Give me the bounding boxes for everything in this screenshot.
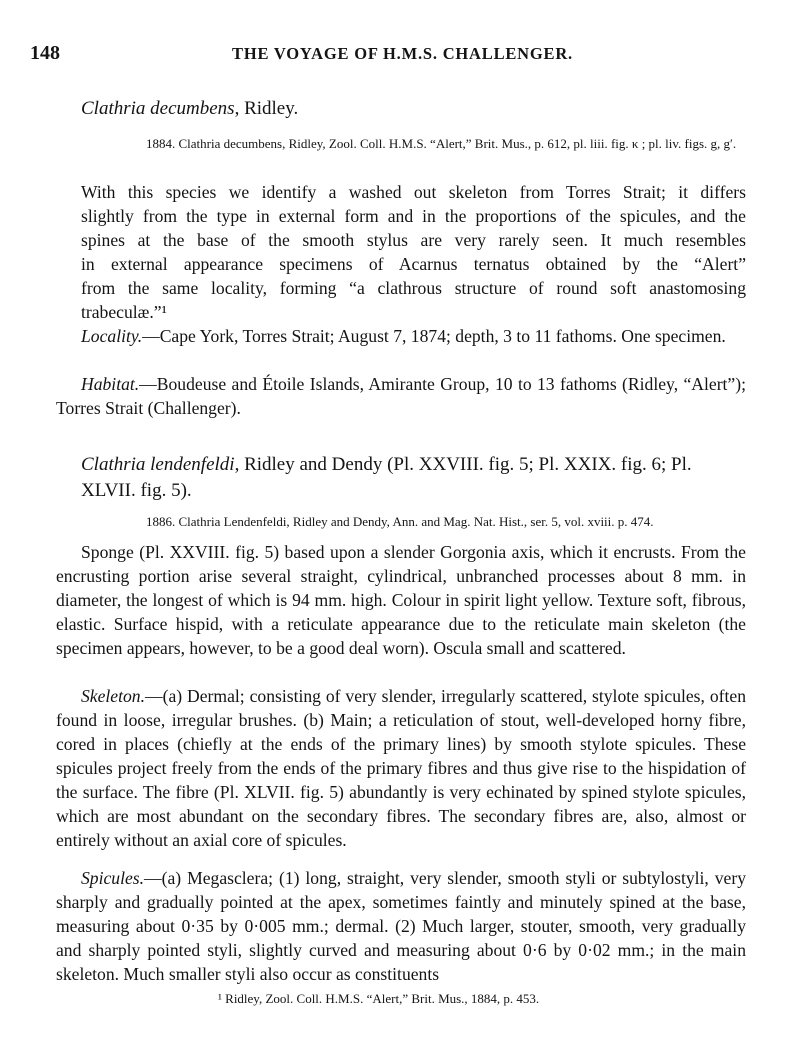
genus: Clathria bbox=[81, 454, 146, 475]
habitat-text: —Boudeuse and Étoile Islands, Amirante Group, 10 to 13 fathoms (Ridley, “Alert”); Torres Strait (Challenger). bbox=[56, 374, 746, 418]
locality-text: —Cape York, Torres Strait; August 7, 1874; depth, 3 to 11 fathoms. One specimen. bbox=[142, 326, 726, 346]
locality-paragraph bbox=[56, 324, 746, 348]
bibliographic-reference: 1886. Clathria Lendenfeldi, Ridley and Dendy, Ann. and Mag. Nat. Hist., ser. 5, vol. xviii. p. 474. bbox=[146, 514, 654, 529]
text-line: With this species we identify a washed out skeleton from Torres Strait; it differs bbox=[81, 182, 746, 202]
running-header bbox=[30, 42, 775, 66]
habitat-label: Habitat. bbox=[81, 374, 140, 394]
page-number: 148 bbox=[30, 42, 60, 64]
text-line: in external appearance specimens of Acarnus ternatus obtained by the “Alert” bbox=[81, 254, 746, 274]
running-title: THE VOYAGE OF H.M.S. CHALLENGER. bbox=[232, 44, 573, 63]
text-line: spines at the base of the smooth stylus are very rarely seen. It much resembles bbox=[81, 230, 746, 250]
spicules-label: Spicules. bbox=[81, 868, 145, 888]
text-line: trabeculæ.”¹ bbox=[81, 302, 167, 322]
species-epithet: lendenfeldi bbox=[150, 454, 235, 475]
species-heading-decumbens: Clathria decumbens, Ridley. bbox=[81, 98, 299, 119]
skeleton-label: Skeleton. bbox=[81, 686, 145, 706]
spicules-paragraph bbox=[56, 866, 746, 986]
genus: Clathria bbox=[81, 98, 146, 119]
spicules-text: —(a) Megasclera; (1) long, straight, very slender, smooth styli or subtylostyli, very sharply and gradually pointed at the apex, sometimes faintly and minutely spined at the base, measuring about 0·35 by 0·005 mm.; dermal. (2) Much larger, stouter, smooth, very gradually and sharply pointed styli, slightly curved and measuring about 0·6 by 0·02 mm.; in the main skeleton. Much smaller styli also occur as constituents bbox=[56, 868, 746, 984]
locality-label: Locality. bbox=[81, 326, 143, 346]
species-epithet: decumbens bbox=[150, 98, 235, 119]
description-paragraph: Sponge (Pl. XXVIII. fig. 5) based upon a slender Gorgonia axis, which it encrusts. From the encrusting portion arise several straight, cylindrical, unbranched processes about 8 mm. in diameter, the longest of which is 94 mm. high. Colour in spirit light yellow. Texture soft, fibrous, elastic. Surface hispid, with a reticulate appearance due to the reticulate main skeleton (the specimen appears, however, to be a good deal worn). Oscula small and scattered. bbox=[56, 542, 746, 658]
text-line: slightly from the type in external form and in the proportions of the spicules, and the bbox=[81, 206, 746, 226]
skeleton-paragraph bbox=[56, 684, 746, 852]
habitat-paragraph bbox=[56, 372, 746, 420]
species-author: Ridley and Dendy (Pl. XXVIII. fig. 5; Pl. XXIX. fig. 6; Pl. XLVII. fig. 5). bbox=[81, 454, 692, 501]
species-heading-lendenfeldi: Clathria lendenfeldi, Ridley and Dendy (Pl. XXVIII. fig. 5; Pl. XXIX. fig. 6; Pl. XLVII. fig. 5). bbox=[81, 454, 692, 501]
description-paragraph bbox=[81, 180, 746, 324]
bibliographic-reference: 1884. Clathria decumbens, Ridley, Zool. Coll. H.M.S. “Alert,” Brit. Mus., p. 612, pl. liii. fig. κ ; pl. liv. figs. g, g′. bbox=[146, 136, 737, 151]
text-line: from the same locality, forming “a clathrous structure of round soft anastomosing bbox=[81, 278, 746, 298]
species-author: Ridley. bbox=[244, 98, 299, 119]
footnote: ¹ Ridley, Zool. Coll. H.M.S. “Alert,” Brit. Mus., 1884, p. 453. bbox=[218, 991, 540, 1006]
skeleton-text: —(a) Dermal; consisting of very slender, irregularly scattered, stylote spicules, often found in loose, irregular brushes. (b) Main; a reticulation of stout, well-developed horny fibre, cored in places (chiefly at the ends of the primary lines) by smooth stylote spicules. These spicules project freely from the ends of the primary fibres and thus give rise to the hispidation of the surface. The fibre (Pl. XLVII. fig. 5) abundantly is very echinated by spined stylote spicules, which are most abundant on the secondary fibres. The secondary fibres are, also, almost or entirely without an axial core of spicules. bbox=[56, 686, 746, 850]
